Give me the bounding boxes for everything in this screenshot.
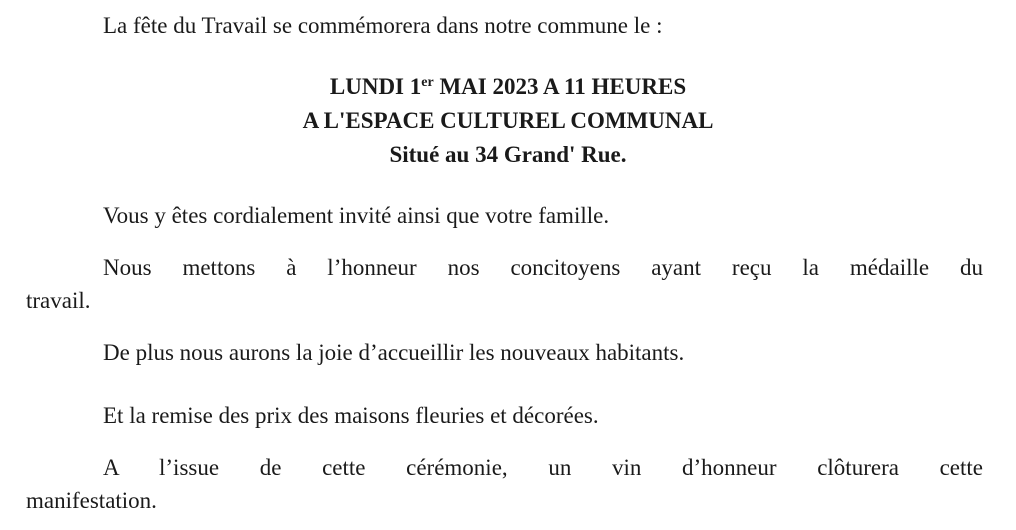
issue-paragraph-line1: A l’issue de cette cérémonie, un vin d’honneur clôturera cette xyxy=(103,455,983,480)
event-date-prefix: LUNDI 1 xyxy=(329,74,422,99)
event-date-superscript: er xyxy=(421,75,434,90)
event-date-suffix: MAI 2023 A 11 HEURES xyxy=(433,74,687,99)
prix-paragraph: Et la remise des prix des maisons fleuries et décorées. xyxy=(103,403,599,428)
invite-paragraph: Vous y êtes cordialement invité ainsi que votre famille. xyxy=(103,203,610,228)
honneur-paragraph-line2: travail. xyxy=(26,288,91,313)
intro-text: La fête du Travail se commémorera dans notre commune le : xyxy=(103,13,663,38)
event-venue-heading: A L'ESPACE CULTUREL COMMUNAL xyxy=(302,108,714,133)
issue-paragraph-line2: manifestation. xyxy=(26,488,157,513)
event-address-heading: Situé au 34 Grand' Rue. xyxy=(389,142,627,167)
event-date-heading xyxy=(0,75,1016,98)
honneur-paragraph-line1: Nous mettons à l’honneur nos concitoyens ayant reçu la médaille du xyxy=(103,255,983,280)
habitants-paragraph: De plus nous aurons la joie d’accueillir les nouveaux habitants. xyxy=(103,340,685,365)
